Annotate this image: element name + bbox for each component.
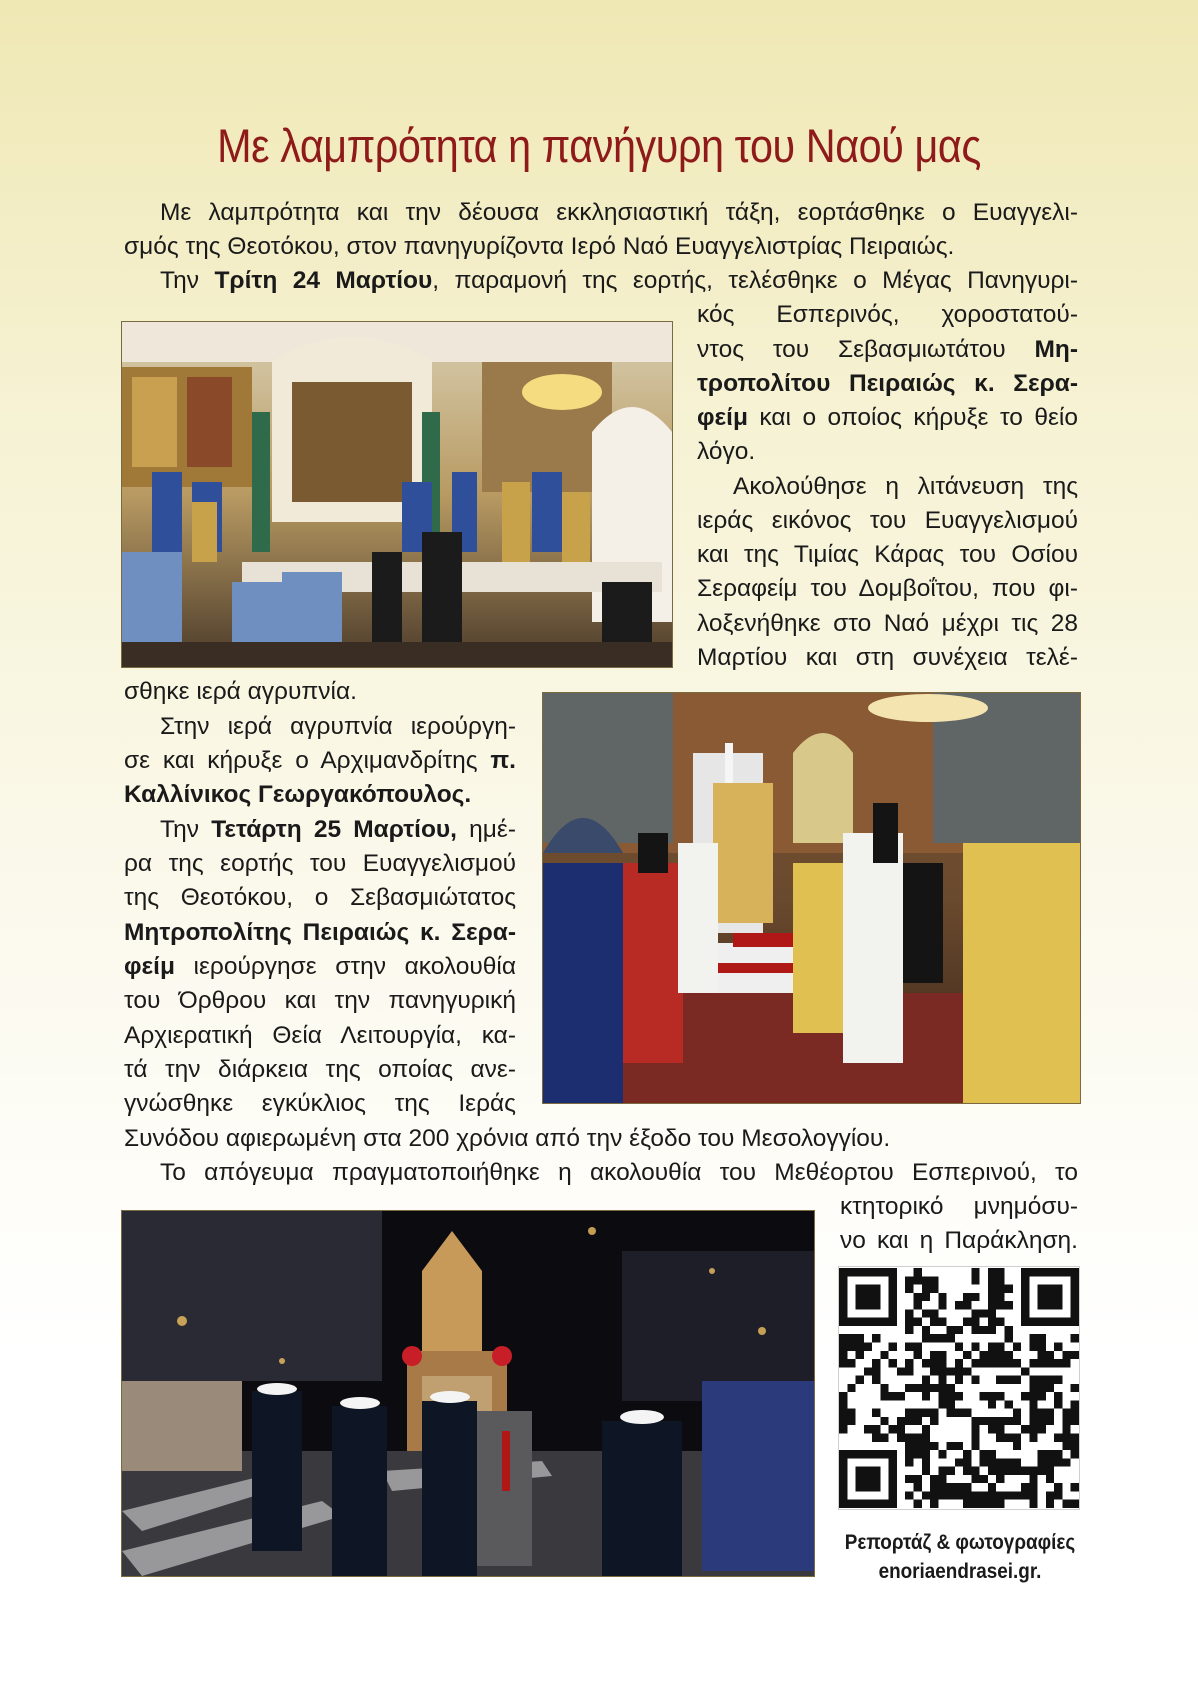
text-line: [160, 264, 1078, 298]
text-segment: του Όρθρου και την πανηγυρική: [124, 987, 516, 1014]
text-segment: Σεραφείμ του Δομβοΐτου, που φι-: [697, 575, 1078, 602]
text-line: [733, 470, 1078, 504]
text-line: [697, 504, 1078, 538]
qr-code-icon: [839, 1267, 1079, 1509]
text-segment: Το απόγευμα πραγματοποιήθηκε η ακολουθία του Μεθέορτου Εσπερινού, το: [160, 1159, 1078, 1186]
text-segment: Καλλίνικος Γεωργακόπουλος.: [124, 781, 472, 808]
text-segment: κός Εσπερινός, χοροστατού-: [697, 301, 1078, 328]
text-segment: νο και η Παράκληση.: [840, 1227, 1078, 1254]
text-line: [124, 984, 516, 1018]
text-segment: ρα της εορτής του Ευαγγελισμού: [124, 850, 516, 877]
text-line: [160, 813, 516, 847]
text-segment: σμός της Θεοτόκου, στον πανηγυρίζοντα Ιερό Ναό Ευαγγελιστρίας Πειραιώς.: [124, 233, 955, 260]
text-segment: ιεράς εικόνος του Ευαγγελισμού: [697, 507, 1078, 534]
text-segment: Μητροπολίτης Πειραιώς κ. Σερα-: [124, 919, 516, 946]
text-segment: π.: [490, 747, 516, 774]
text-segment: ημέ-: [457, 816, 516, 843]
text-segment: Την: [160, 816, 212, 843]
text-line: [124, 1053, 516, 1087]
text-line: [697, 641, 1078, 675]
text-line: [840, 1224, 1078, 1258]
text-line: [160, 710, 516, 744]
procession-photo: [121, 1210, 815, 1577]
text-segment: λοξενήθηκε στο Ναό μέχρι τις 28: [697, 610, 1078, 637]
vespers-photo: [121, 321, 673, 668]
page-title: Με λαμπρότητα η πανήγυρη του Ναού μας: [217, 119, 981, 172]
text-line: [124, 778, 516, 812]
text-segment: Τρίτη 24 Μαρτίου: [214, 267, 433, 294]
text-segment: σθηκε ιερά αγρυπνία.: [124, 678, 357, 705]
text-segment: κτητορικό μνημόσυ-: [840, 1193, 1078, 1220]
text-line: [697, 333, 1078, 367]
text-segment: Μη-: [1034, 336, 1078, 363]
text-segment: Την: [160, 267, 215, 294]
text-segment: Με λαμπρότητα και την δέουσα εκκλησιαστική τάξη, εορτάσθηκε ο Ευαγγελι-: [160, 199, 1078, 226]
text-segment: και ο οποίος κήρυξε το θείο: [747, 404, 1078, 431]
credit-website[interactable]: enoriaendrasei.gr.: [878, 1560, 1042, 1583]
liturgy-photo: [542, 692, 1081, 1104]
text-line: [124, 881, 516, 915]
text-line: [124, 1122, 1078, 1156]
text-line: [840, 1190, 1078, 1224]
text-segment: φείμ: [697, 404, 748, 431]
text-line: [697, 298, 1078, 332]
text-segment: τροπολίτου Πειραιώς κ. Σερα-: [697, 370, 1078, 397]
text-line: [124, 1087, 516, 1121]
text-segment: Συνόδου αφιερωμένη στα 200 χρόνια από την έξοδο του Μεσολογγίου.: [124, 1125, 891, 1152]
text-segment: Στην ιερά αγρυπνία ιερούργη-: [160, 713, 516, 740]
text-line: [124, 950, 516, 984]
text-line: [697, 401, 1078, 435]
text-segment: φείμ: [124, 953, 175, 980]
text-segment: τά την διάρκεια της οποίας ανε-: [124, 1056, 516, 1083]
text-segment: ντος του Σεβασμιωτάτου: [697, 336, 1035, 363]
text-line: [124, 744, 516, 778]
text-segment: , παραμονή της εορτής, τελέσθηκε ο Μέγας Πανηγυρι-: [432, 267, 1078, 294]
text-segment: σε και κήρυξε ο Αρχιμανδρίτης: [124, 747, 491, 774]
text-segment: Ακολούθησε η λιτάνευση της: [733, 473, 1078, 500]
text-line: [697, 367, 1078, 401]
photo-credit: Ρεπορτάζ & φωτογραφίες: [844, 1531, 1076, 1554]
text-line: [697, 435, 1078, 469]
text-line: [124, 1019, 516, 1053]
qr-code[interactable]: [838, 1266, 1080, 1510]
text-segment: και της Τιμίας Κάρας του Οσίου: [697, 541, 1078, 568]
text-line: [124, 230, 1078, 264]
text-line: [697, 538, 1078, 572]
text-line: [697, 607, 1078, 641]
text-segment: της Θεοτόκου, ο Σεβασμιώτατος: [124, 884, 516, 911]
text-line: [697, 572, 1078, 606]
text-segment: Αρχιερατική Θεία Λειτουργία, κα-: [124, 1022, 516, 1049]
text-segment: λόγο.: [697, 438, 756, 465]
text-segment: ιερούργησε στην ακολουθία: [174, 953, 516, 980]
text-segment: Μαρτίου και στη συνέχεια τελέ-: [697, 644, 1078, 671]
text-line: [160, 1156, 1078, 1190]
text-segment: Τετάρτη 25 Μαρτίου,: [211, 816, 457, 843]
text-line: [124, 675, 524, 709]
text-segment: γνώσθηκε εγκύκλιος της Ιεράς: [124, 1090, 516, 1117]
text-line: [160, 196, 1078, 230]
text-line: [124, 916, 516, 950]
text-line: [124, 847, 516, 881]
